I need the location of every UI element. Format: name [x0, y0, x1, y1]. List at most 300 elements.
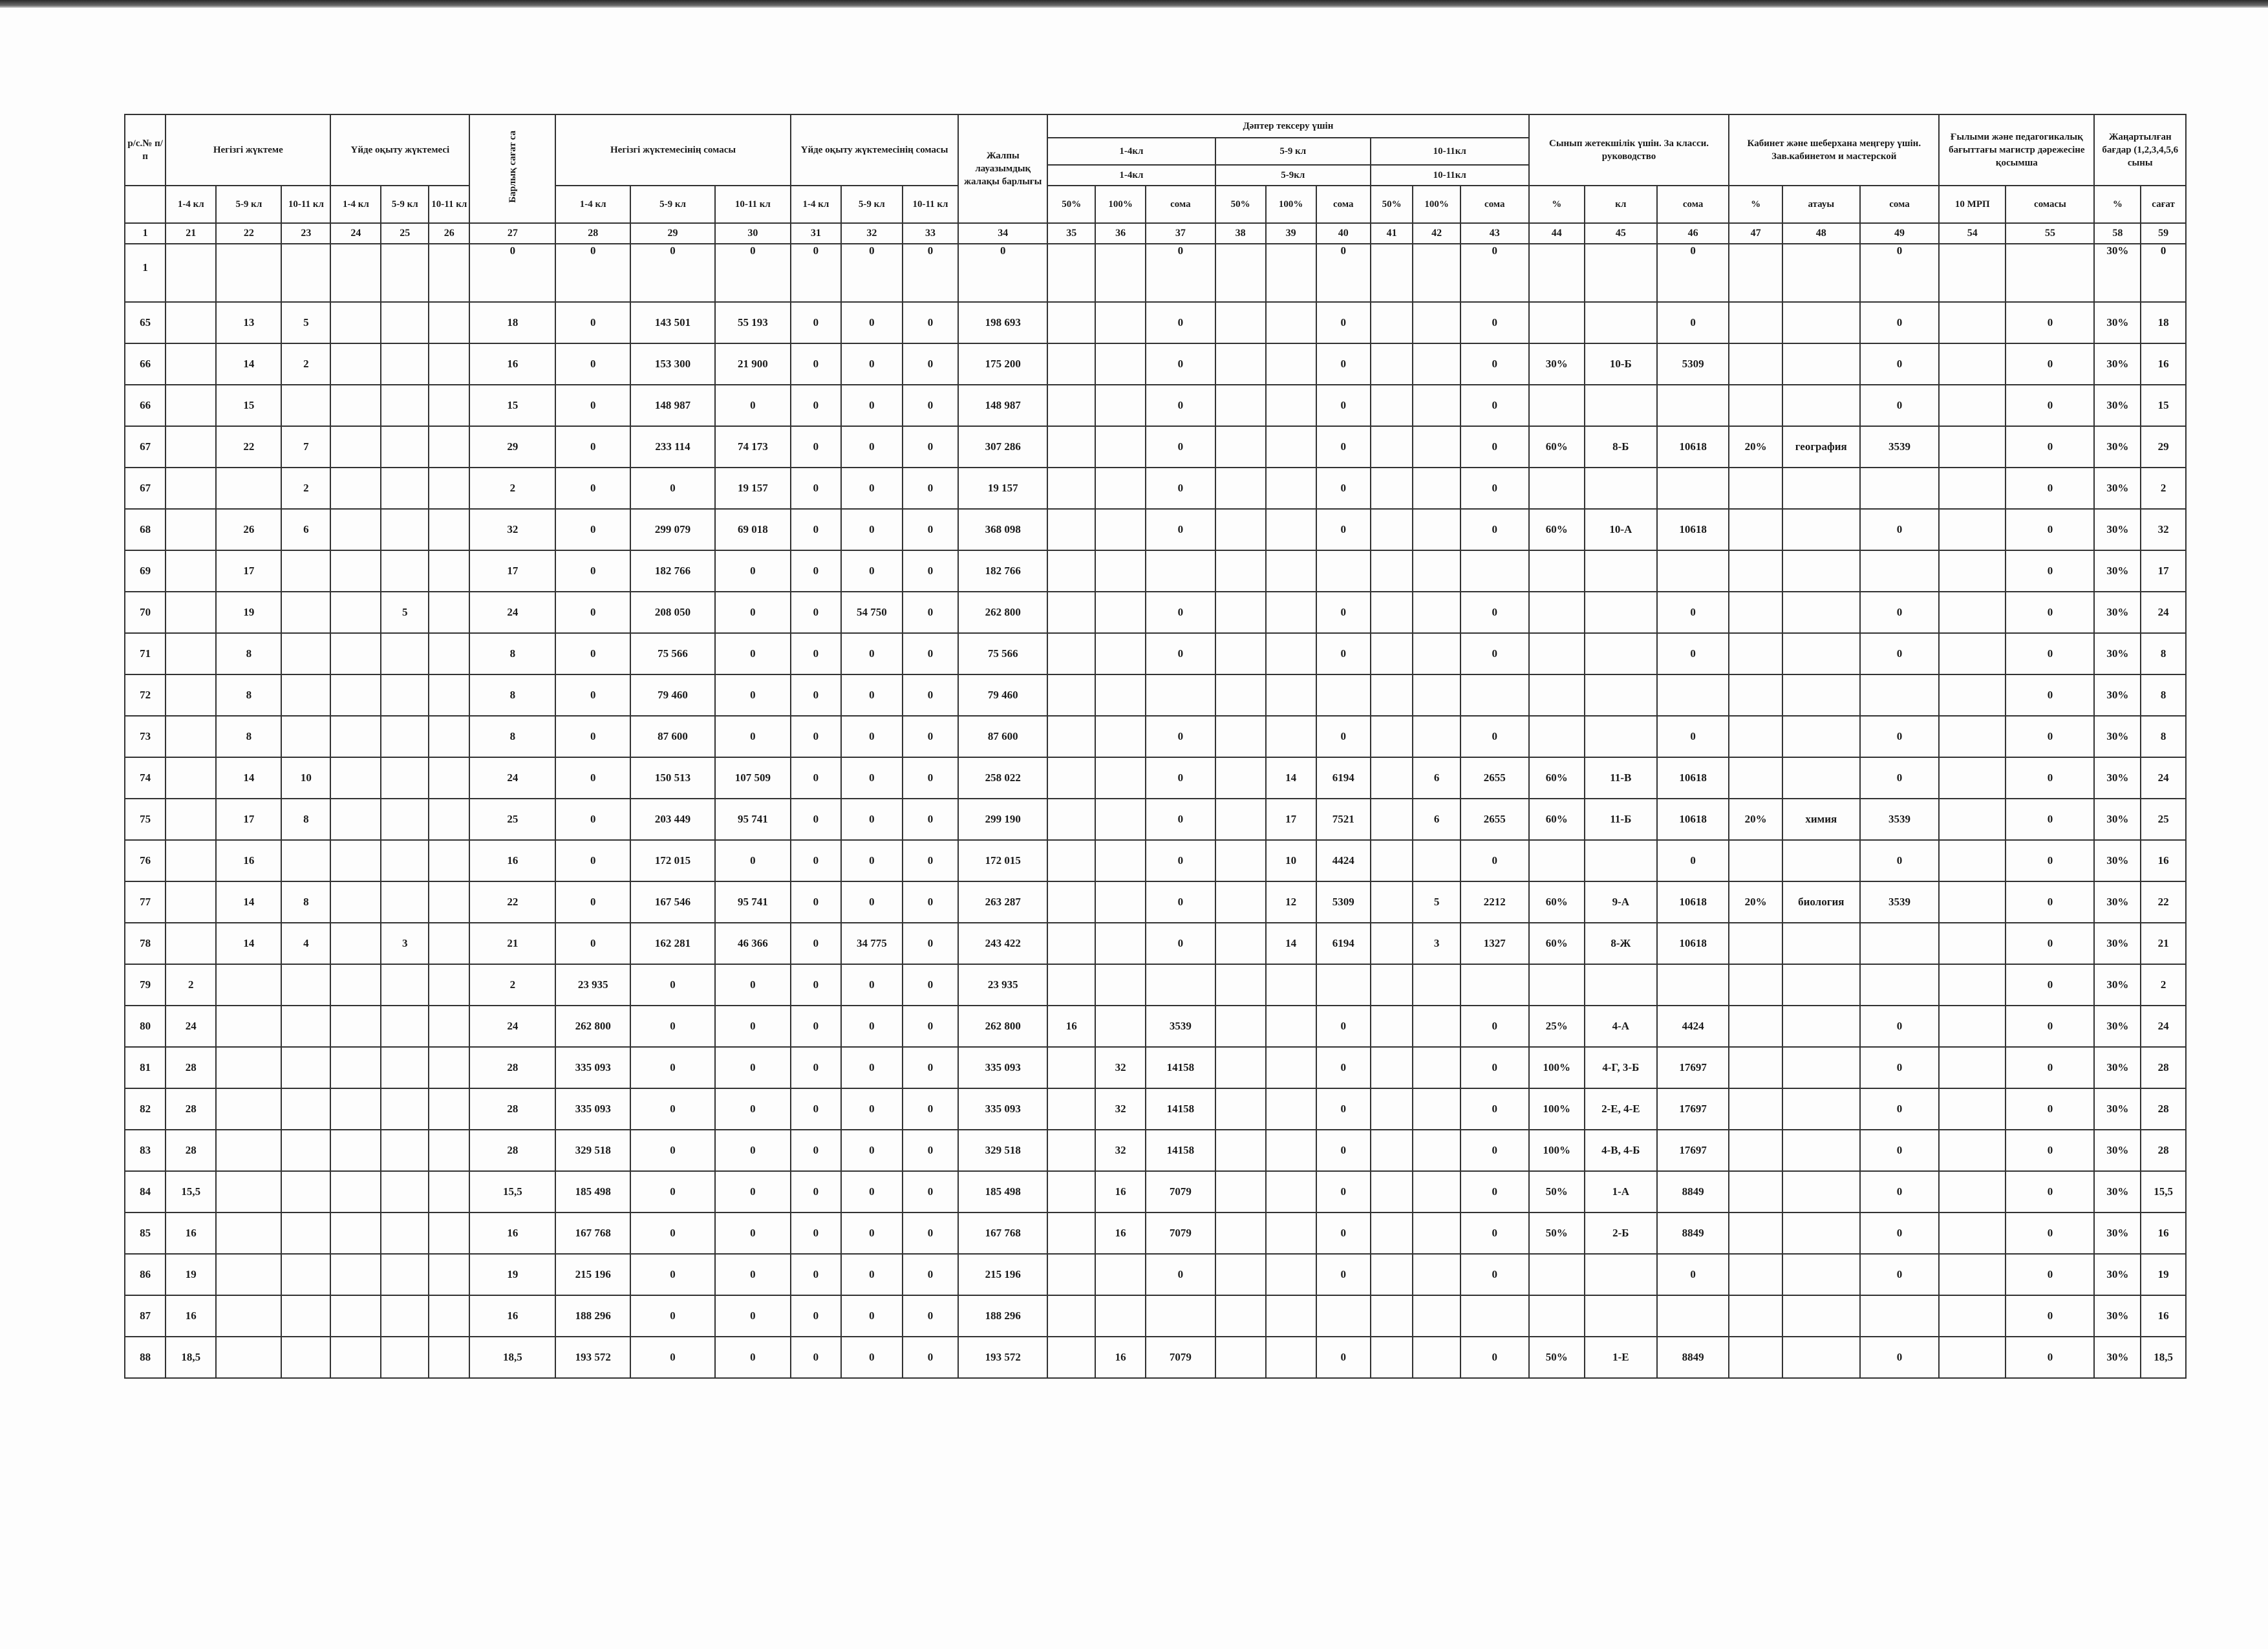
table-cell: 3539 [1146, 1006, 1215, 1047]
table-cell: 0 [841, 1337, 903, 1378]
table-cell: 75 566 [630, 633, 715, 674]
table-cell [1860, 468, 1939, 509]
table-cell [1529, 1254, 1585, 1295]
table-cell [1371, 1088, 1413, 1130]
table-cell [1782, 1171, 1860, 1212]
table-cell: 188 296 [958, 1295, 1047, 1337]
table-cell: 0 [555, 302, 630, 343]
table-cell: 19 [216, 592, 281, 633]
table-cell: 28 [469, 1130, 555, 1171]
table-cell: 0 [2006, 1295, 2094, 1337]
table-cell: 0 [1316, 385, 1371, 426]
table-cell: 28 [2141, 1088, 2186, 1130]
table-cell [1939, 799, 2006, 840]
table-cell: 0 [1860, 1088, 1939, 1130]
table-cell: 0 [1460, 244, 1528, 302]
table-cell [216, 1295, 281, 1337]
table-cell: 87 600 [630, 716, 715, 757]
table-cell: 4424 [1316, 840, 1371, 881]
table-cell [281, 1337, 330, 1378]
table-cell: 10618 [1657, 426, 1729, 468]
table-cell [1371, 799, 1413, 840]
table-cell: 0 [1860, 244, 1939, 302]
table-cell [216, 1212, 281, 1254]
table-cell [429, 1088, 469, 1130]
table-cell: 30% [2094, 674, 2141, 716]
table-cell [1729, 923, 1782, 964]
table-cell: 208 050 [630, 592, 715, 633]
table-cell [1266, 964, 1316, 1006]
column-number: 21 [166, 223, 216, 244]
table-cell: 0 [841, 840, 903, 881]
table-cell [1371, 1006, 1413, 1047]
table-cell [1215, 343, 1266, 385]
table-cell [1047, 799, 1095, 840]
column-number: 54 [1939, 223, 2006, 244]
table-cell: 60% [1529, 923, 1585, 964]
table-cell: 10618 [1657, 799, 1729, 840]
table-cell [429, 550, 469, 592]
table-cell: 182 766 [630, 550, 715, 592]
table-cell: 0 [1316, 1088, 1371, 1130]
table-cell: 95 741 [715, 799, 791, 840]
table-cell [281, 550, 330, 592]
table-cell: 167 768 [958, 1212, 1047, 1254]
table-cell: 0 [791, 1212, 841, 1254]
table-cell [1782, 757, 1860, 799]
table-cell: 0 [555, 385, 630, 426]
table-cell [330, 799, 381, 840]
table-cell [1939, 674, 2006, 716]
table-cell: 7079 [1146, 1212, 1215, 1254]
table-cell: 0 [841, 302, 903, 343]
table-cell [1585, 1254, 1657, 1295]
table-cell [429, 881, 469, 923]
table-cell [1047, 592, 1095, 633]
sub-nb14-50: 50% [1047, 186, 1095, 223]
table-cell: 0 [1316, 509, 1371, 550]
table-cell: 148 987 [630, 385, 715, 426]
total-hours-header [469, 114, 555, 223]
table-cell: 0 [903, 302, 958, 343]
table-cell: 0 [791, 1130, 841, 1171]
sub-lead-sum: сома [1657, 186, 1729, 223]
table-cell [429, 1006, 469, 1047]
table-cell: 0 [1316, 1006, 1371, 1047]
notebook-grade14-subheader: 1-4кл [1047, 165, 1215, 186]
table-cell: 0 [903, 385, 958, 426]
table-cell: 0 [1657, 716, 1729, 757]
table-cell: 0 [1657, 244, 1729, 302]
table-cell [1529, 716, 1585, 757]
table-cell [1413, 674, 1460, 716]
sub-s14: 1-4 кл [555, 186, 630, 223]
sub-sci-mrp: 10 МРП [1939, 186, 2006, 223]
table-cell: 24 [469, 592, 555, 633]
table-cell: 0 [791, 550, 841, 592]
table-cell [281, 1130, 330, 1171]
table-cell [1413, 468, 1460, 509]
table-cell: 0 [791, 244, 841, 302]
table-cell [330, 1130, 381, 1171]
table-cell [1860, 674, 1939, 716]
table-cell [1729, 592, 1782, 633]
table-cell: 0 [715, 1212, 791, 1254]
table-cell: 215 196 [555, 1254, 630, 1295]
sub-h14: 1-4 кл [330, 186, 381, 223]
table-cell [1729, 302, 1782, 343]
table-cell [1585, 550, 1657, 592]
table-cell: 68 [125, 509, 166, 550]
table-cell [1146, 550, 1215, 592]
table-cell: 262 800 [958, 592, 1047, 633]
table-cell: 24 [2141, 1006, 2186, 1047]
table-cell: 0 [903, 633, 958, 674]
column-number: 48 [1782, 223, 1860, 244]
table-cell: 24 [469, 757, 555, 799]
table-cell [1371, 633, 1413, 674]
table-cell [1266, 1047, 1316, 1088]
table-cell: 87 600 [958, 716, 1047, 757]
table-cell: 0 [841, 426, 903, 468]
table-cell: 30% [2094, 881, 2141, 923]
table-cell: 329 518 [555, 1130, 630, 1171]
table-cell: 8 [281, 799, 330, 840]
table-cell [1371, 302, 1413, 343]
table-cell: 30% [2094, 1212, 2141, 1254]
table-cell [330, 1254, 381, 1295]
table-cell [1939, 343, 2006, 385]
table-cell [2006, 244, 2094, 302]
table-cell: 1-А [1585, 1171, 1657, 1212]
sub-lead-kl: кл [1585, 186, 1657, 223]
table-cell: 29 [2141, 426, 2186, 468]
table-cell [1782, 468, 1860, 509]
table-cell [429, 509, 469, 550]
table-cell [216, 1047, 281, 1088]
table-cell: 0 [555, 881, 630, 923]
table-row [125, 633, 2186, 674]
table-cell: 28 [469, 1047, 555, 1088]
table-cell: 79 [125, 964, 166, 1006]
table-cell: 0 [1860, 592, 1939, 633]
table-cell [1215, 799, 1266, 840]
table-cell [1585, 1295, 1657, 1337]
table-cell: 6194 [1316, 923, 1371, 964]
table-cell: 0 [791, 840, 841, 881]
table-cell: 2655 [1460, 799, 1528, 840]
table-cell [1729, 633, 1782, 674]
table-row [125, 1337, 2186, 1378]
table-cell: 0 [791, 385, 841, 426]
table-cell [1860, 923, 1939, 964]
table-cell: 28 [2141, 1130, 2186, 1171]
table-cell: 0 [2006, 1254, 2094, 1295]
table-cell: 0 [555, 592, 630, 633]
table-cell [330, 964, 381, 1006]
table-cell: 81 [125, 1047, 166, 1088]
table-row [125, 1047, 2186, 1088]
table-cell: 0 [1316, 468, 1371, 509]
table-cell: 60% [1529, 509, 1585, 550]
table-cell [1782, 592, 1860, 633]
table-cell [330, 468, 381, 509]
sub-nb59-sum: сома [1316, 186, 1371, 223]
table-cell: 32 [2141, 509, 2186, 550]
table-cell: 16 [1095, 1212, 1146, 1254]
table-cell: 0 [903, 1130, 958, 1171]
scan-edge [0, 0, 2268, 8]
table-cell: 0 [903, 716, 958, 757]
table-cell: 0 [1316, 633, 1371, 674]
table-cell [1266, 302, 1316, 343]
table-cell: 21 900 [715, 343, 791, 385]
table-cell: 2 [469, 964, 555, 1006]
table-cell: 368 098 [958, 509, 1047, 550]
table-cell [1215, 1212, 1266, 1254]
table-cell: 0 [715, 1130, 791, 1171]
table-cell: 188 296 [555, 1295, 630, 1337]
table-row [125, 385, 2186, 426]
table-cell [1782, 1130, 1860, 1171]
table-cell: 19 [469, 1254, 555, 1295]
table-cell: 30% [2094, 1337, 2141, 1378]
table-cell [1215, 385, 1266, 426]
table-cell: 15 [216, 385, 281, 426]
table-cell: 72 [125, 674, 166, 716]
table-cell: 0 [903, 468, 958, 509]
table-cell [1657, 674, 1729, 716]
table-cell: 0 [715, 1337, 791, 1378]
table-cell [1413, 1047, 1460, 1088]
table-row [125, 468, 2186, 509]
table-cell [1215, 757, 1266, 799]
table-cell: 0 [841, 633, 903, 674]
table-cell: 8849 [1657, 1212, 1729, 1254]
table-cell [330, 1295, 381, 1337]
table-cell [381, 550, 429, 592]
sub-nb14-sum: сома [1146, 186, 1215, 223]
cabinet-header: Кабинет және шеберхана меңгеру үшін. Зав.кабинетом и мастерской [1729, 114, 1939, 186]
table-cell: 2 [469, 468, 555, 509]
table-cell: 30% [2094, 757, 2141, 799]
table-cell: 2655 [1460, 757, 1528, 799]
table-cell: 0 [1316, 1254, 1371, 1295]
table-cell [281, 633, 330, 674]
table-cell: 0 [841, 757, 903, 799]
table-cell [381, 468, 429, 509]
table-cell [1047, 343, 1095, 385]
table-cell [281, 592, 330, 633]
table-cell [330, 840, 381, 881]
table-cell [1371, 1254, 1413, 1295]
salary-table [124, 114, 2187, 1379]
table-row [125, 1088, 2186, 1130]
table-cell [1460, 964, 1528, 1006]
table-cell [429, 426, 469, 468]
table-cell [1782, 633, 1860, 674]
table-cell: 88 [125, 1337, 166, 1378]
table-cell: 0 [1146, 881, 1215, 923]
table-cell: 1-Е [1585, 1337, 1657, 1378]
table-cell [429, 840, 469, 881]
table-cell [216, 1088, 281, 1130]
table-cell [1939, 1130, 2006, 1171]
table-cell: 1327 [1460, 923, 1528, 964]
table-cell [1657, 550, 1729, 592]
table-cell [1095, 509, 1146, 550]
table-cell: 0 [791, 799, 841, 840]
table-cell: 0 [630, 964, 715, 1006]
table-cell: 0 [841, 1130, 903, 1171]
table-cell [1782, 923, 1860, 964]
table-cell: 34 775 [841, 923, 903, 964]
table-cell: 19 157 [715, 468, 791, 509]
table-cell: 30% [2094, 716, 2141, 757]
table-cell: 86 [125, 1254, 166, 1295]
table-cell [381, 1254, 429, 1295]
column-number-row [125, 223, 2186, 244]
table-cell [166, 592, 216, 633]
table-cell [429, 468, 469, 509]
table-cell: 2-Е, 4-Е [1585, 1088, 1657, 1130]
table-cell [1266, 343, 1316, 385]
column-number: 25 [381, 223, 429, 244]
table-cell: 3539 [1860, 799, 1939, 840]
table-cell [1095, 881, 1146, 923]
table-cell: 0 [791, 302, 841, 343]
table-cell [166, 550, 216, 592]
sub-cab-name: атауы [1782, 186, 1860, 223]
table-cell: 30% [2094, 923, 2141, 964]
table-cell [1939, 633, 2006, 674]
table-cell: 0 [715, 385, 791, 426]
sub-c1011: 10-11 кл [281, 186, 330, 223]
table-cell: 0 [903, 244, 958, 302]
table-cell [1782, 716, 1860, 757]
table-cell: 0 [1860, 1006, 1939, 1047]
table-cell [1729, 468, 1782, 509]
table-cell [381, 1088, 429, 1130]
table-cell: 29 [469, 426, 555, 468]
table-cell [381, 385, 429, 426]
table-cell: 54 750 [841, 592, 903, 633]
table-cell: 30% [2094, 1254, 2141, 1295]
table-cell: 11-В [1585, 757, 1657, 799]
table-cell [1371, 1171, 1413, 1212]
table-cell: 22 [216, 426, 281, 468]
table-cell: 20% [1729, 799, 1782, 840]
table-cell: 0 [630, 468, 715, 509]
table-cell [1095, 840, 1146, 881]
table-row [125, 674, 2186, 716]
table-cell [1782, 840, 1860, 881]
table-cell: 60% [1529, 426, 1585, 468]
table-cell [429, 757, 469, 799]
table-cell: 12 [1266, 881, 1316, 923]
column-number: 35 [1047, 223, 1095, 244]
table-cell: 14 [216, 881, 281, 923]
home-load-header: Үйде оқыту жүктемесі [330, 114, 469, 186]
column-number: 32 [841, 223, 903, 244]
table-cell: 8 [216, 674, 281, 716]
column-number: 43 [1460, 223, 1528, 244]
column-number: 38 [1215, 223, 1266, 244]
table-cell: 0 [791, 1295, 841, 1337]
table-cell: 0 [2006, 1212, 2094, 1254]
table-cell: 0 [791, 633, 841, 674]
table-cell [1266, 1130, 1316, 1171]
table-cell: 0 [630, 1254, 715, 1295]
table-cell [1371, 1130, 1413, 1171]
table-cell: 32 [1095, 1088, 1146, 1130]
table-cell [1729, 1006, 1782, 1047]
notebook-grade59-subheader: 5-9кл [1215, 165, 1371, 186]
table-cell [1782, 302, 1860, 343]
table-cell: 16 [1095, 1337, 1146, 1378]
table-cell [216, 244, 281, 302]
table-cell [1413, 343, 1460, 385]
table-cell: 0 [841, 1006, 903, 1047]
table-cell: 0 [469, 244, 555, 302]
table-cell [1939, 1047, 2006, 1088]
table-cell: 0 [715, 244, 791, 302]
table-cell [1460, 674, 1528, 716]
table-cell: 329 518 [958, 1130, 1047, 1171]
table-cell: 7 [281, 426, 330, 468]
table-cell [429, 633, 469, 674]
table-cell: 0 [715, 1254, 791, 1295]
table-cell: 75 566 [958, 633, 1047, 674]
table-cell: 0 [2006, 840, 2094, 881]
table-cell [1371, 426, 1413, 468]
table-cell: 0 [2006, 799, 2094, 840]
table-cell [1529, 302, 1585, 343]
table-cell [1316, 1295, 1371, 1337]
table-cell: 66 [125, 343, 166, 385]
table-cell: 76 [125, 840, 166, 881]
table-cell [1371, 716, 1413, 757]
table-cell [166, 881, 216, 923]
table-cell: 15 [469, 385, 555, 426]
table-cell: 172 015 [958, 840, 1047, 881]
table-cell [1047, 1254, 1095, 1295]
table-cell: 0 [715, 1295, 791, 1337]
table-cell [1657, 964, 1729, 1006]
table-cell: 80 [125, 1006, 166, 1047]
table-cell: 1 [125, 244, 166, 302]
table-cell [381, 509, 429, 550]
table-cell [1939, 468, 2006, 509]
table-cell [1047, 426, 1095, 468]
table-cell [216, 1171, 281, 1212]
table-cell [1047, 674, 1095, 716]
table-cell: 0 [555, 799, 630, 840]
table-cell: 60% [1529, 799, 1585, 840]
table-row [125, 881, 2186, 923]
table-cell [1215, 881, 1266, 923]
table-cell: 0 [555, 840, 630, 881]
table-cell: 6194 [1316, 757, 1371, 799]
table-cell: 0 [841, 1171, 903, 1212]
table-cell [1585, 840, 1657, 881]
table-cell: 17 [216, 799, 281, 840]
table-cell: 8 [216, 716, 281, 757]
table-cell [1782, 1088, 1860, 1130]
table-cell: 0 [2006, 385, 2094, 426]
table-cell: 16 [469, 343, 555, 385]
table-cell: 0 [1860, 509, 1939, 550]
